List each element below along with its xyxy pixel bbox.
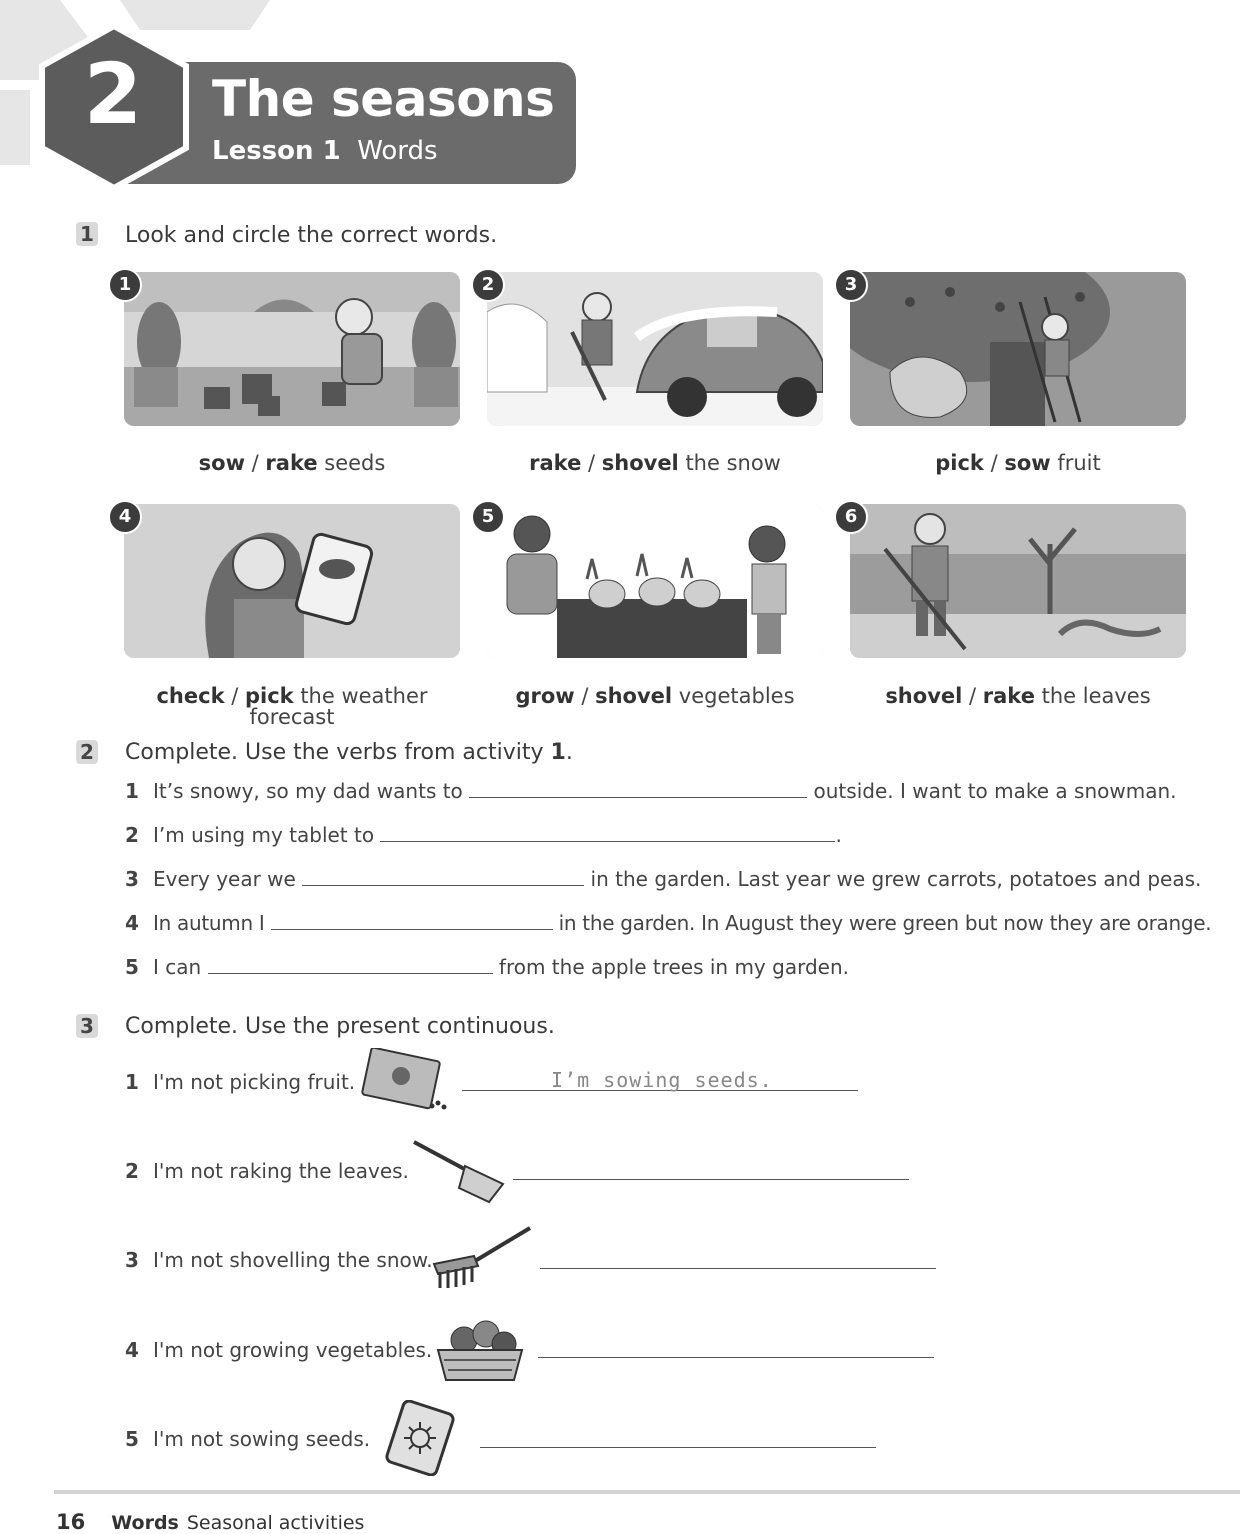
option-b[interactable]: rake [982, 684, 1035, 708]
page-number: 16 [56, 1510, 86, 1534]
item-number: 5 [125, 1427, 139, 1451]
sentence-start: It’s snowy, so my dad wants to [153, 779, 470, 803]
prompt-row [125, 1340, 432, 1360]
option-a[interactable]: shovel [885, 684, 963, 708]
prompt-text: I'm not growing vegetables. [153, 1338, 433, 1362]
lesson-topic: Words [357, 136, 438, 166]
answer-line[interactable] [480, 1447, 876, 1448]
answer-line[interactable] [540, 1268, 936, 1269]
sentence-end: from the apple trees in my garden. [492, 955, 849, 979]
shovelling-snow-picture [487, 272, 823, 426]
picture-badge: 4 [108, 500, 142, 534]
answer-blank[interactable] [208, 959, 493, 974]
option-b[interactable]: shovel [595, 684, 673, 708]
footer-divider [54, 1490, 1240, 1494]
option-a[interactable]: pick [935, 451, 984, 475]
answer-blank[interactable] [271, 915, 553, 930]
caption-2 [487, 453, 823, 474]
sentence-end: outside. I want to make a snowman. [807, 779, 1177, 803]
lesson-subtitle [212, 138, 438, 164]
sentence-start: In autumn I [153, 911, 271, 935]
unit-number: 2 [83, 45, 143, 143]
shovel-icon [410, 1136, 510, 1204]
separator: / [224, 684, 245, 708]
separator: / [581, 451, 602, 475]
gap-fill-row [125, 869, 1201, 889]
weather-tablet-icon [380, 1400, 460, 1476]
exercise-3-instruction: Complete. Use the present continuous. [125, 1014, 555, 1039]
sentence-start: I’m using my tablet to [153, 823, 381, 847]
picking-fruit-picture [850, 272, 1186, 426]
prompt-row [125, 1429, 370, 1449]
picture-badge: 6 [834, 500, 868, 534]
exercise-1-instruction: Look and circle the correct words. [125, 223, 498, 248]
gap-fill-row [125, 781, 1176, 801]
separator: / [962, 684, 983, 708]
caption-rest: the leaves [1034, 684, 1151, 708]
caption-1 [124, 453, 460, 474]
gap-fill-row [125, 825, 842, 845]
prompt-text: I'm not picking fruit. [153, 1070, 356, 1094]
option-b[interactable]: sow [1004, 451, 1051, 475]
sentence-start: I can [153, 955, 208, 979]
prompt-text: I'm not raking the leaves. [153, 1159, 409, 1183]
gap-fill-row [125, 913, 1211, 933]
option-b[interactable]: shovel [601, 451, 679, 475]
prompt-text: I'm not sowing seeds. [153, 1427, 371, 1451]
exercise-1-number: 1 [76, 222, 98, 246]
instruction-text: Complete. Use the verbs from activity [125, 740, 551, 765]
answer-blank[interactable] [380, 827, 835, 842]
option-a[interactable]: grow [515, 684, 575, 708]
item-number: 5 [125, 955, 139, 979]
picture-badge: 3 [834, 268, 868, 302]
item-number: 2 [125, 1159, 139, 1183]
caption-5 [487, 686, 823, 707]
separator: / [244, 451, 266, 475]
planting-boy-picture [124, 272, 460, 426]
caption-rest: fruit [1050, 451, 1101, 475]
prompt-row [125, 1072, 355, 1092]
option-a[interactable]: rake [529, 451, 582, 475]
prompt-row [125, 1161, 409, 1181]
picture-badge: 2 [471, 268, 505, 302]
picture-badge: 1 [108, 268, 142, 302]
caption-rest: the snow [678, 451, 781, 475]
sentence-end: in the garden. In August they were green but now they are orange. [552, 911, 1212, 935]
example-answer: I’m sowing seeds. [551, 1068, 773, 1092]
vegetable-garden-picture [487, 504, 823, 658]
lesson-label: Lesson 1 [212, 136, 341, 166]
exercise-2-instruction [125, 742, 573, 764]
separator: / [574, 684, 596, 708]
page-footer [56, 1512, 364, 1533]
page-title: The seasons [212, 70, 555, 128]
raking-leaves-picture [850, 504, 1186, 658]
item-number: 3 [125, 1248, 139, 1272]
activity-reference: 1 [550, 740, 566, 765]
instruction-end: . [565, 740, 573, 765]
sentence-end: in the garden. Last year we grew carrots, potatoes and peas. [584, 867, 1202, 891]
fruit-basket-icon [434, 1310, 526, 1386]
footer-topic: Seasonal activities [186, 1512, 365, 1534]
prompt-text: I'm not shovelling the snow. [153, 1248, 433, 1272]
rake-icon [430, 1224, 534, 1298]
item-number: 1 [125, 779, 139, 803]
caption-4 [124, 686, 460, 728]
caption-rest: the weather forecast [249, 684, 428, 729]
answer-blank[interactable] [469, 783, 807, 798]
item-number: 2 [125, 823, 139, 847]
item-number: 3 [125, 867, 139, 891]
answer-line[interactable] [513, 1179, 909, 1180]
option-a[interactable]: check [156, 684, 225, 708]
footer-category: Words [111, 1512, 179, 1534]
prompt-row [125, 1250, 433, 1270]
caption-rest: vegetables [672, 684, 795, 708]
option-b[interactable]: pick [244, 684, 294, 708]
sentence-end: . [835, 823, 842, 847]
sentence-start: Every year we [153, 867, 303, 891]
caption-3 [850, 453, 1186, 474]
item-number: 4 [125, 911, 139, 935]
picture-badge: 5 [471, 500, 505, 534]
caption-6 [850, 686, 1186, 707]
option-b[interactable]: rake [265, 451, 318, 475]
option-a[interactable]: sow [198, 451, 245, 475]
exercise-2-number: 2 [76, 740, 98, 764]
item-number: 4 [125, 1338, 139, 1362]
exercise-3-number: 3 [76, 1014, 98, 1038]
gap-fill-row [125, 957, 849, 977]
answer-line[interactable] [538, 1357, 934, 1358]
weather-tablet-picture [124, 504, 460, 658]
seed-packet-icon [356, 1048, 452, 1114]
item-number: 1 [125, 1070, 139, 1094]
separator: / [983, 451, 1005, 475]
caption-rest: seeds [317, 451, 386, 475]
answer-blank[interactable] [302, 871, 584, 886]
